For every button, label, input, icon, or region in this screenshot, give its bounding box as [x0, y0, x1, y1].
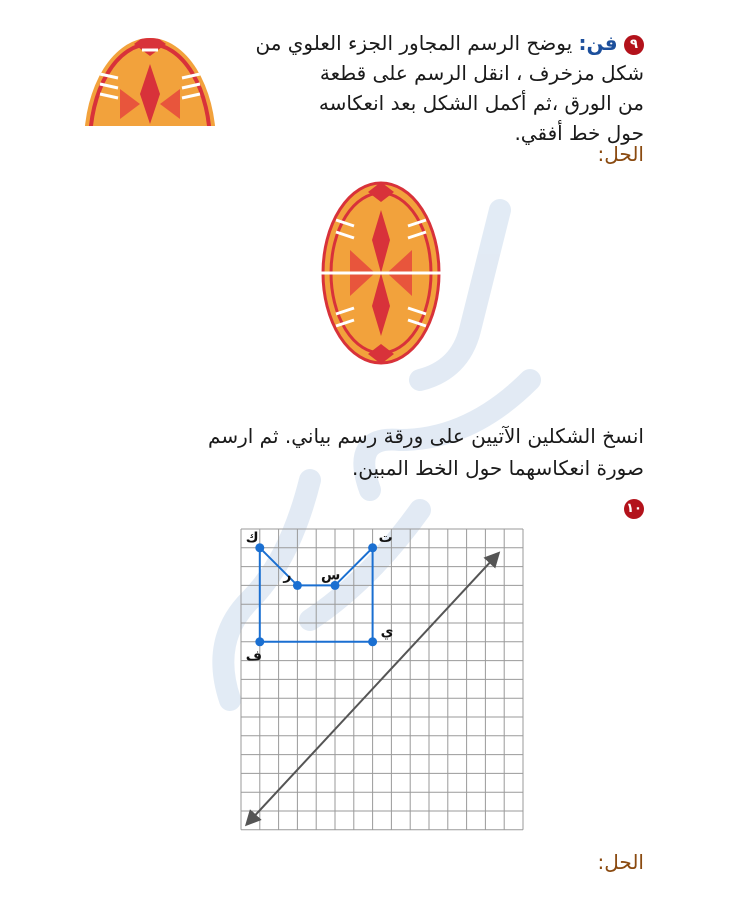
vertex-point — [255, 637, 264, 646]
half-egg-image — [84, 34, 216, 126]
question-9-title: فن: — [578, 31, 618, 55]
vertex-label: ك — [245, 529, 259, 546]
instructions-line-1: انسخ الشكلين الآتيين على ورقة رسم بياني. ثم ارسم — [208, 424, 644, 448]
instructions-line-2: صورة انعكاسهما حول الخط المبين. — [351, 456, 644, 480]
vertex-label: ر — [283, 567, 292, 584]
instructions — [104, 420, 644, 484]
vertex-label: ت — [378, 529, 393, 546]
vertex-label: س — [321, 567, 341, 584]
shape-points — [246, 530, 394, 664]
full-egg-image — [320, 180, 442, 366]
vertex-point — [368, 543, 377, 552]
solution-label-9: الحل: — [597, 142, 644, 166]
question-9-line-1-text: يوضح الرسم المجاور الجزء العلوي من — [255, 31, 573, 55]
vertex-point — [293, 581, 302, 590]
question-9-line-4: حول خط أفقي. — [514, 121, 644, 145]
question-9-line-1 — [224, 28, 644, 58]
question-9-line-3: من الورق ،ثم أكمل الشكل بعد انعكاسه — [318, 91, 644, 115]
question-number-badge: ١٠ — [624, 499, 644, 519]
question-9-line-2: شكل مزخرف ، انقل الرسم على قطعة — [319, 61, 644, 85]
question-number-badge: ٩ — [624, 35, 644, 55]
vertex-point — [368, 637, 377, 646]
question-10-number — [624, 498, 644, 519]
reflection-grid-figure — [238, 526, 544, 842]
vertex-label: ي — [380, 623, 394, 640]
question-9-text — [224, 28, 644, 148]
vertex-label: ف — [245, 647, 263, 664]
solution-label-10: الحل: — [597, 850, 644, 874]
